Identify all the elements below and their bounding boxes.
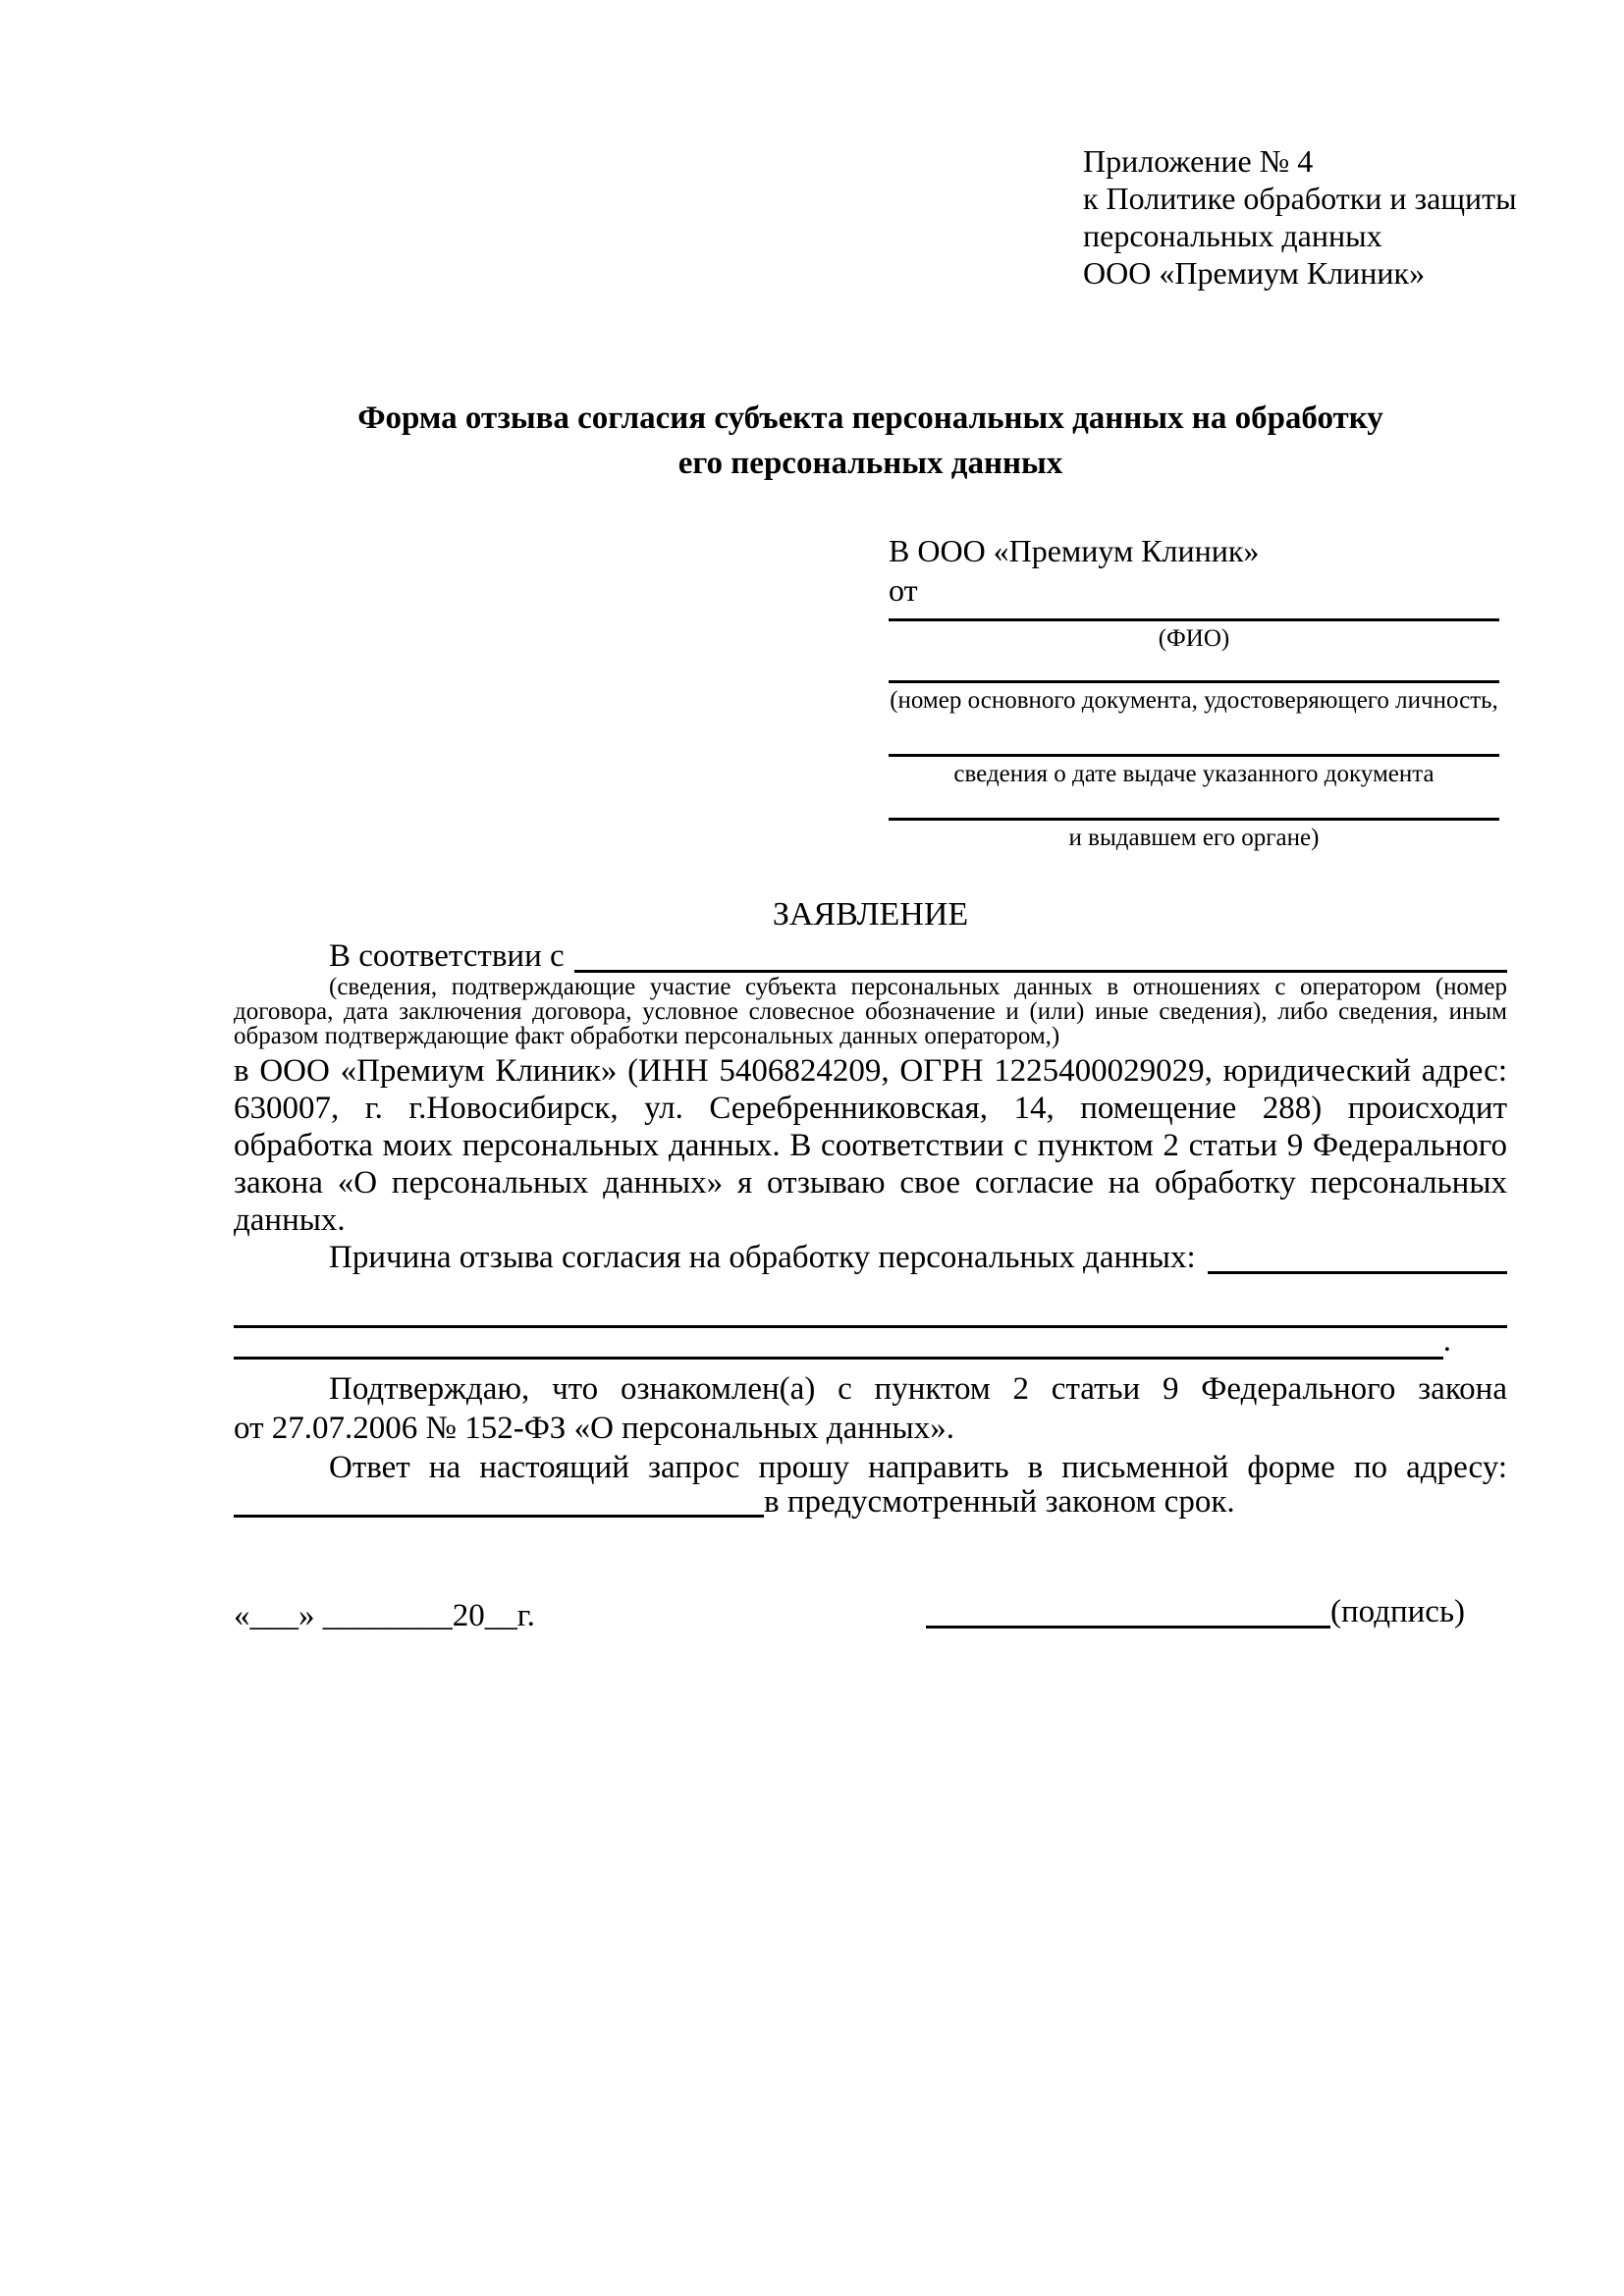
addressee-from-label: от [889, 572, 918, 608]
appendix-header [1083, 142, 1517, 292]
appendix-header-line-2: к Политике обработки и защиты [1083, 181, 1517, 216]
reason-row [234, 1239, 1507, 1276]
document-issue-date-caption: сведения о дате выдаче указанного документа [953, 761, 1435, 787]
confirmation-line-1: Подтверждаю, что ознакомлен(а) с пунктом 2 статьи 9 Федерального закона [329, 1371, 1507, 1407]
reply-request-line: Ответ на настоящий запрос прошу направить в письменной форме по адресу: [329, 1450, 1507, 1485]
intro-row [234, 937, 1507, 975]
appendix-header-line-1: Приложение № 4 [1083, 143, 1314, 179]
intro-prefix: В соответствии с [329, 938, 565, 974]
fio-blank-line [889, 618, 1499, 621]
statement-heading: ЗАЯВЛЕНИЕ [772, 896, 969, 933]
reason-blank-line-1 [1208, 1271, 1507, 1274]
document-number-blank-line [889, 680, 1499, 683]
reply-tail: в предусмотренный законом срок. [764, 1484, 1235, 1520]
reason-period: . [1442, 1323, 1451, 1359]
signature-caption: (подпись) [1330, 1594, 1465, 1629]
addressee-to: В ООО «Премиум Клиник» [889, 533, 1260, 568]
reply-address-row [234, 1484, 1507, 1520]
signature-row [926, 1595, 1476, 1630]
signature-blank-line [926, 1626, 1330, 1629]
reason-blank-line-3-rule [234, 1357, 1443, 1360]
document-issuer-caption: и выдавшем его органе) [1068, 825, 1320, 851]
appendix-header-line-3: персональных данных [1083, 218, 1382, 253]
document-number-caption: (номер основного документа, удостоверяющего личность, [890, 687, 1498, 714]
statement-body: в ООО «Премиум Клиник» (ИНН 5406824209, ОГРН 1225400029029, юридический адрес: 630007, г. г.Новосибирск, ул. Серебренниковская, 14, помещение 288) происходит обработка моих персональных данных. В соответствии с пунктом 2 статьи 9 Федерального закона «О персональных данных» я отзываю свое согласие на обработку персональных данных. [234, 1053, 1507, 1238]
reason-blank-line-3 [234, 1323, 1451, 1360]
intro-blank-line [574, 970, 1507, 973]
document-title [234, 396, 1507, 486]
document-issuer-blank-line [889, 818, 1499, 821]
appendix-header-line-4: ООО «Премиум Клиник» [1083, 255, 1426, 291]
reason-label: Причина отзыва согласия на обработку персональных данных: [329, 1240, 1196, 1275]
document-title-line-2: его персональных данных [677, 446, 1063, 481]
confirmation-line-2: от 27.07.2006 № 152-ФЗ «О персональных данных». [234, 1411, 954, 1446]
document-title-line-1: Форма отзыва согласия субъекта персональных данных на обработку [357, 400, 1383, 436]
address-blank-line [234, 1515, 764, 1518]
intro-footnote: (сведения, подтверждающие участие субъекта персональных данных в отношениях с оператором (номер договора, дата заключения договора, условное словесное обозначение и (или) иные сведения), либо сведения, иным образом подтверждающие факт обработки персональных данных оператором,) [234, 974, 1507, 1049]
document-issue-date-blank-line [889, 754, 1499, 757]
fio-caption: (ФИО) [1158, 625, 1230, 652]
date-blank: «___» ________20__г. [234, 1598, 535, 1633]
